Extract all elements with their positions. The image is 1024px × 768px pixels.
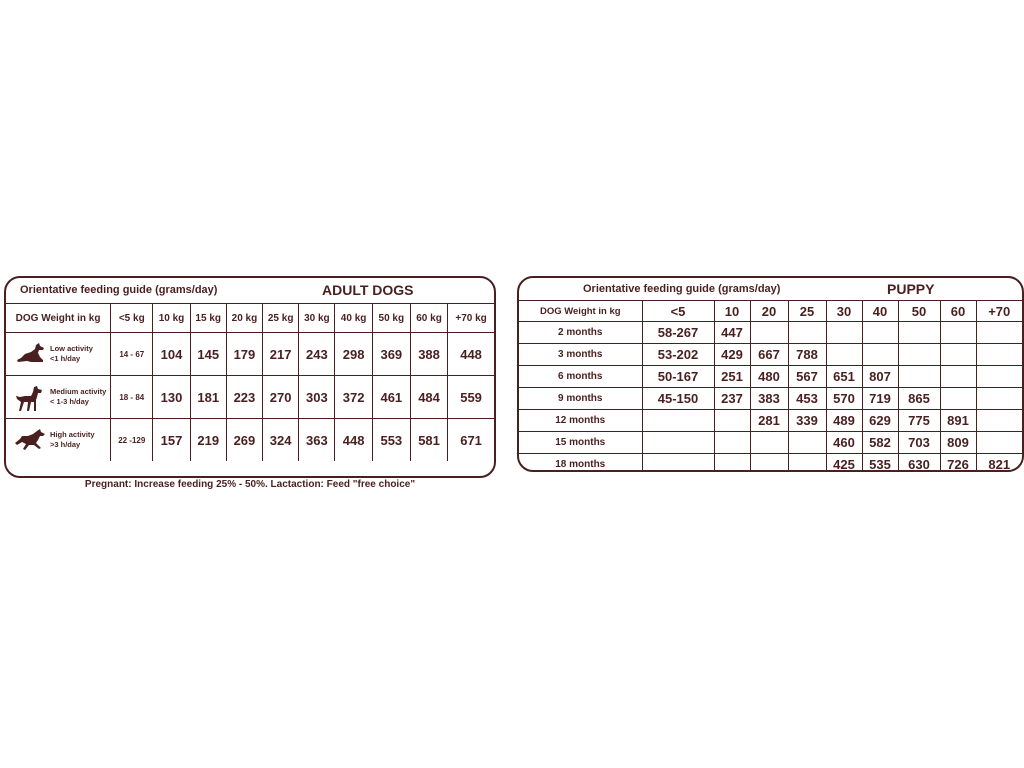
- value-cell: 891: [940, 410, 976, 432]
- value-cell: 453: [788, 388, 826, 410]
- value-cell: 581: [410, 419, 447, 462]
- puppy-col-header: 50: [898, 301, 940, 322]
- value-cell: [642, 410, 714, 432]
- puppy-age-row: [519, 344, 1022, 366]
- value-cell: [940, 366, 976, 388]
- value-cell: 145: [190, 333, 226, 376]
- adult-col-header: 40 kg: [335, 304, 372, 333]
- adult-guide-label: Orientative feeding guide (grams/day): [20, 284, 218, 296]
- adult-col-header: 50 kg: [372, 304, 410, 333]
- age-cell: 9 months: [519, 388, 642, 410]
- value-cell: 667: [750, 344, 788, 366]
- puppy-age-row: [519, 454, 1022, 473]
- age-cell: 18 months: [519, 454, 642, 473]
- value-cell: [826, 322, 862, 344]
- puppy-table-header: [519, 278, 1022, 301]
- value-cell: [714, 432, 750, 454]
- value-cell: [750, 454, 788, 473]
- lying-dog-icon: [12, 342, 46, 366]
- value-cell: 460: [826, 432, 862, 454]
- adult-col-header: 25 kg: [263, 304, 299, 333]
- value-cell: 269: [226, 419, 262, 462]
- running-dog-icon: [12, 428, 46, 454]
- value-cell: 484: [410, 376, 447, 419]
- value-cell: [940, 322, 976, 344]
- adult-col-header: +70 kg: [448, 304, 494, 333]
- value-cell: 429: [714, 344, 750, 366]
- value-cell: 270: [263, 376, 299, 419]
- puppy-age-row: [519, 432, 1022, 454]
- value-cell: 807: [862, 366, 898, 388]
- value-cell: [940, 344, 976, 366]
- value-cell: [898, 344, 940, 366]
- puppy-feeding-table: [517, 276, 1024, 472]
- value-cell: [714, 454, 750, 473]
- value-cell: 809: [940, 432, 976, 454]
- adult-col-header: 30 kg: [299, 304, 335, 333]
- adult-weight-label: DOG Weight in kg: [6, 304, 111, 333]
- value-cell: [976, 322, 1022, 344]
- puppy-age-row: [519, 388, 1022, 410]
- value-cell: 104: [153, 333, 190, 376]
- puppy-col-header: <5: [642, 301, 714, 322]
- value-cell: 281: [750, 410, 788, 432]
- value-cell: [642, 432, 714, 454]
- adult-col-header: 15 kg: [190, 304, 226, 333]
- activity-cell: [6, 419, 111, 462]
- activity-duration: < 1-3 h/day: [50, 397, 89, 406]
- adult-col-header: 20 kg: [226, 304, 262, 333]
- value-cell: 461: [372, 376, 410, 419]
- value-cell: 303: [299, 376, 335, 419]
- adult-table-header: [6, 278, 494, 304]
- value-cell: [788, 322, 826, 344]
- value-cell: 559: [448, 376, 494, 419]
- value-cell: 629: [862, 410, 898, 432]
- puppy-col-header: +70: [976, 301, 1022, 322]
- value-cell: [976, 410, 1022, 432]
- value-cell: 671: [448, 419, 494, 462]
- value-cell: 425: [826, 454, 862, 473]
- age-cell: 15 months: [519, 432, 642, 454]
- value-cell: 489: [826, 410, 862, 432]
- adult-col-header: <5 kg: [111, 304, 153, 333]
- pregnancy-lactation-note: Pregnant: Increase feeding 25% - 50%. Lactaction: Feed "free choice": [84, 479, 416, 490]
- value-cell: 251: [714, 366, 750, 388]
- puppy-weight-header-row: [519, 301, 1022, 322]
- value-cell: 179: [226, 333, 262, 376]
- value-cell: [714, 410, 750, 432]
- activity-name: Low activity: [50, 344, 93, 353]
- value-cell: 50-167: [642, 366, 714, 388]
- value-cell: 865: [898, 388, 940, 410]
- value-cell: 243: [299, 333, 335, 376]
- value-cell: 58-267: [642, 322, 714, 344]
- value-cell: 223: [226, 376, 262, 419]
- adult-col-header: 60 kg: [410, 304, 447, 333]
- puppy-grid: [519, 301, 1022, 472]
- puppy-col-header: 40: [862, 301, 898, 322]
- puppy-weight-label: DOG Weight in kg: [519, 301, 642, 322]
- value-cell: 298: [335, 333, 372, 376]
- value-cell: 570: [826, 388, 862, 410]
- value-cell: 324: [263, 419, 299, 462]
- standing-dog-icon: [12, 385, 46, 413]
- value-cell: 363: [299, 419, 335, 462]
- age-cell: 12 months: [519, 410, 642, 432]
- adult-grid: [6, 304, 494, 461]
- puppy-col-header: 25: [788, 301, 826, 322]
- activity-cell: [6, 333, 111, 376]
- value-cell: [862, 344, 898, 366]
- activity-duration: <1 h/day: [50, 354, 81, 363]
- value-cell: 448: [335, 419, 372, 462]
- value-cell: [976, 432, 1022, 454]
- puppy-col-header: 60: [940, 301, 976, 322]
- value-cell: 53-202: [642, 344, 714, 366]
- value-cell: [976, 366, 1022, 388]
- value-cell: [940, 388, 976, 410]
- value-cell: 339: [788, 410, 826, 432]
- value-cell: 630: [898, 454, 940, 473]
- adult-dogs-feeding-table: [4, 276, 496, 478]
- value-cell: [862, 322, 898, 344]
- value-cell: [750, 432, 788, 454]
- adult-weight-header-row: [6, 304, 494, 333]
- puppy-age-row: [519, 322, 1022, 344]
- range-cell: 14 - 67: [111, 333, 153, 376]
- adult-row-high-activity: [6, 419, 494, 462]
- activity-duration: >3 h/day: [50, 440, 81, 449]
- adult-row-low-activity: [6, 333, 494, 376]
- value-cell: 157: [153, 419, 190, 462]
- puppy-col-header: 20: [750, 301, 788, 322]
- value-cell: 369: [372, 333, 410, 376]
- value-cell: 775: [898, 410, 940, 432]
- activity-cell: [6, 376, 111, 419]
- value-cell: [976, 344, 1022, 366]
- value-cell: 45-150: [642, 388, 714, 410]
- value-cell: 181: [190, 376, 226, 419]
- value-cell: 703: [898, 432, 940, 454]
- puppy-col-header: 30: [826, 301, 862, 322]
- value-cell: 237: [714, 388, 750, 410]
- value-cell: [976, 388, 1022, 410]
- value-cell: [788, 454, 826, 473]
- range-cell: 18 - 84: [111, 376, 153, 419]
- value-cell: 788: [788, 344, 826, 366]
- value-cell: [642, 454, 714, 473]
- value-cell: 553: [372, 419, 410, 462]
- adult-col-header: 10 kg: [153, 304, 190, 333]
- value-cell: 535: [862, 454, 898, 473]
- value-cell: 480: [750, 366, 788, 388]
- value-cell: 582: [862, 432, 898, 454]
- puppy-age-row: [519, 366, 1022, 388]
- value-cell: 217: [263, 333, 299, 376]
- activity-name: High activity: [50, 430, 95, 439]
- value-cell: 219: [190, 419, 226, 462]
- puppy-guide-label: Orientative feeding guide (grams/day): [583, 283, 781, 295]
- value-cell: 726: [940, 454, 976, 473]
- value-cell: 567: [788, 366, 826, 388]
- value-cell: [750, 322, 788, 344]
- value-cell: 448: [448, 333, 494, 376]
- value-cell: [788, 432, 826, 454]
- value-cell: [898, 322, 940, 344]
- value-cell: 651: [826, 366, 862, 388]
- value-cell: 130: [153, 376, 190, 419]
- puppy-col-header: 10: [714, 301, 750, 322]
- value-cell: 388: [410, 333, 447, 376]
- value-cell: 372: [335, 376, 372, 419]
- activity-name: Medium activity: [50, 387, 107, 396]
- adult-title: ADULT DOGS: [322, 282, 414, 298]
- value-cell: 383: [750, 388, 788, 410]
- age-cell: 3 months: [519, 344, 642, 366]
- value-cell: [898, 366, 940, 388]
- puppy-title: PUPPY: [887, 281, 935, 297]
- range-cell: 22 -129: [111, 419, 153, 462]
- age-cell: 6 months: [519, 366, 642, 388]
- value-cell: 447: [714, 322, 750, 344]
- value-cell: 821: [976, 454, 1022, 473]
- adult-row-medium-activity: [6, 376, 494, 419]
- value-cell: 719: [862, 388, 898, 410]
- puppy-age-row: [519, 410, 1022, 432]
- age-cell: 2 months: [519, 322, 642, 344]
- value-cell: [826, 344, 862, 366]
